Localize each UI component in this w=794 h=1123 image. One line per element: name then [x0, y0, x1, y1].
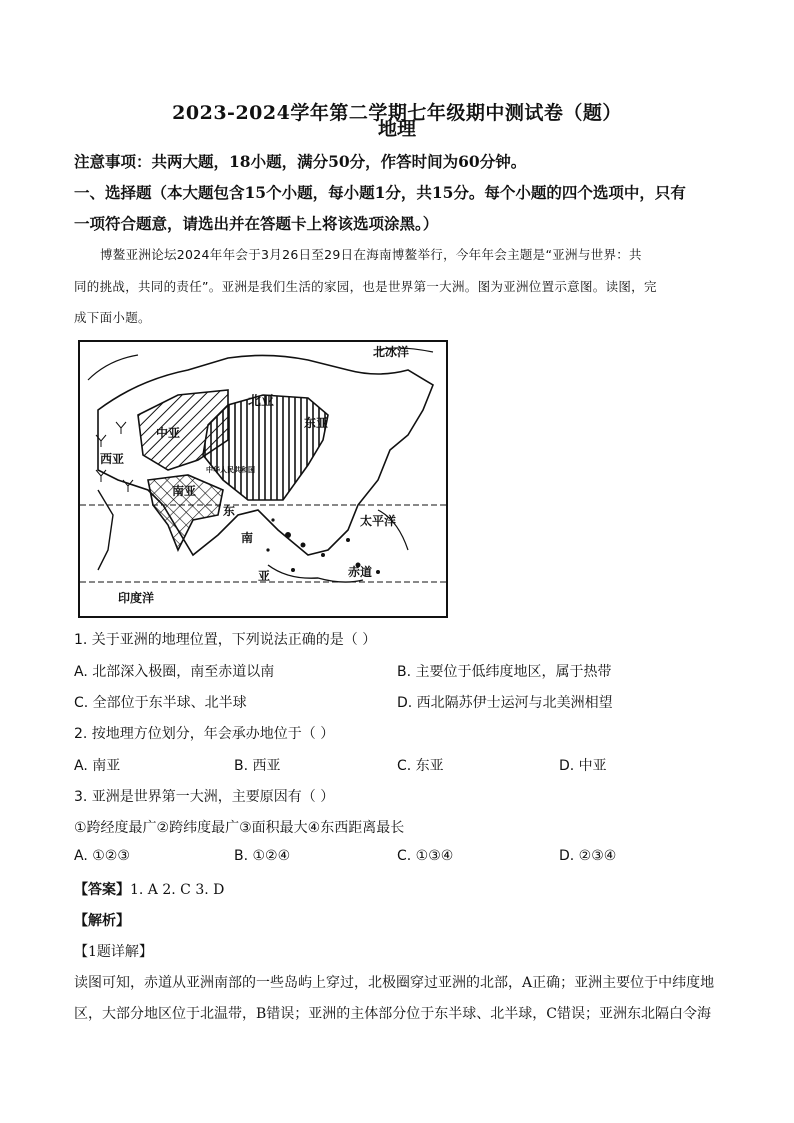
- label-pacific: 太平洋: [360, 514, 397, 528]
- q1-detail-label: 【1题详解】: [74, 944, 153, 960]
- q3-option-c: C. ①③④: [397, 848, 454, 864]
- section1-line2: 一项符合题意，请选出并在答题卡上将该选项涂黑。）: [74, 214, 439, 233]
- label-se-2: 南: [241, 531, 254, 545]
- subject-title: 地理: [377, 118, 416, 140]
- label-se-1: 东: [223, 504, 236, 518]
- q3-note: ①跨经度最广②跨纬度最广③面积最大④东西距离最长: [74, 820, 405, 836]
- q1-option-d: D. 西北隔苏伊士运河与北美洲相望: [397, 695, 613, 711]
- q1-stem: 1. 关于亚洲的地理位置，下列说法正确的是（ ）: [74, 632, 377, 648]
- analysis-label: 【解析】: [74, 913, 130, 929]
- label-south-asia: 南亚: [172, 484, 197, 498]
- page-title: 2023-2024学年第二学期七年级期中测试卷（题）: [172, 102, 622, 124]
- q3-option-a: A. ①②③: [74, 848, 130, 864]
- q3-stem: 3. 亚洲是世界第一大洲，主要原因有（ ）: [74, 789, 335, 805]
- q2-option-c: C. 东亚: [397, 758, 444, 774]
- asia-location-map: [78, 340, 448, 618]
- label-west-asia: 西亚: [100, 452, 125, 466]
- q3-option-b: B. ①②④: [234, 848, 291, 864]
- analysis-line1: 读图可知，赤道从亚洲南部的一些岛屿上穿过，北极圈穿过亚洲的北部，A正确；亚洲主要位于中纬度地: [74, 975, 715, 991]
- answer-label: 【答案】: [74, 882, 130, 898]
- q2-stem: 2. 按地理方位划分，年会承办地位于（ ）: [74, 726, 335, 742]
- passage-line2: 同的挑战，共同的责任”。亚洲是我们生活的家园，也是世界第一大洲。图为亚洲位置示意图。读图，完: [74, 279, 657, 294]
- q2-option-a: A. 南亚: [74, 758, 121, 774]
- q1-option-a: A. 北部深入极圈，南至赤道以南: [74, 664, 275, 680]
- q2-option-b: B. 西亚: [234, 758, 281, 774]
- q1-option-b: B. 主要位于低纬度地区，属于热带: [397, 664, 612, 680]
- q2-option-d: D. 中亚: [559, 758, 607, 774]
- label-arctic: 北冰洋: [373, 345, 410, 359]
- q3-option-d: D. ②③④: [559, 848, 617, 864]
- label-east-asia: 东亚: [304, 416, 329, 430]
- label-north-asia: 北亚: [248, 393, 275, 408]
- passage-line3: 成下面小题。: [74, 310, 151, 325]
- notice-text: 注意事项：共两大题，18小题，满分50分，作答时间为60分钟。: [74, 152, 527, 171]
- analysis-line2: 区，大部分地区位于北温带，B错误；亚洲的主体部分位于东半球、北半球，C错误；亚洲东北隔白令海: [74, 1006, 711, 1022]
- label-china: 中华人民共和国: [206, 467, 255, 474]
- label-equator: 赤道: [348, 565, 373, 579]
- label-indian: 印度洋: [118, 591, 155, 605]
- passage-line1: 博鳌亚洲论坛2024年年会于3月26日至29日在海南博鳌举行，今年年会主题是“亚洲与世界：共: [100, 247, 642, 262]
- section1-line1: 一、选择题（本大题包含15个小题，每小题1分，共15分。每个小题的四个选项中，只有: [74, 183, 686, 202]
- answer-text: 1. A 2. C 3. D: [130, 882, 225, 898]
- label-central-asia: 中亚: [156, 426, 181, 440]
- answer-line: [74, 879, 224, 899]
- q1-option-c: C. 全部位于东半球、北半球: [74, 695, 247, 711]
- label-se-3: 亚: [258, 569, 271, 583]
